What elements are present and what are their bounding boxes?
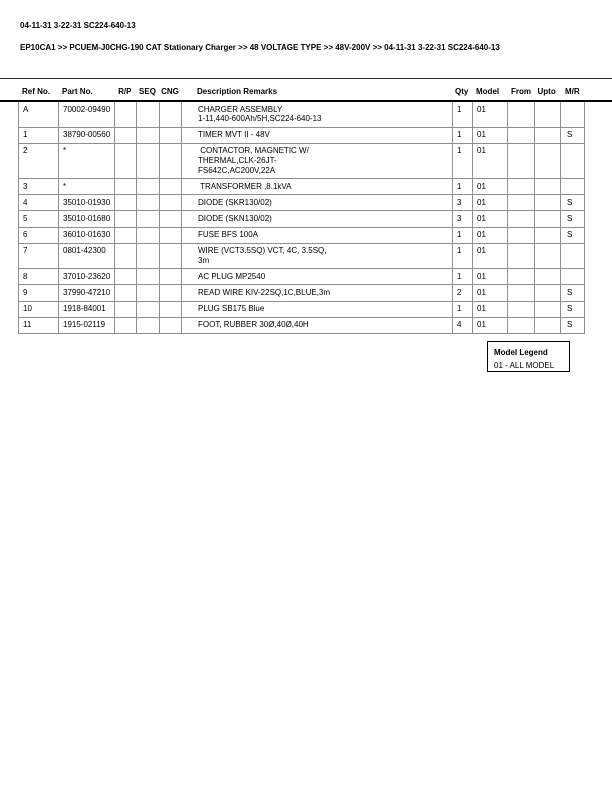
cell-mr <box>561 243 585 269</box>
cell-seq <box>137 179 160 195</box>
description-line: DIODE (SKR130/02) <box>198 197 272 207</box>
part-row-1 <box>19 127 585 143</box>
column-header-seq: SEQ <box>139 86 156 96</box>
cell-rp <box>114 179 137 195</box>
cell-model: 01 <box>473 102 508 127</box>
part-row-7 <box>19 243 585 269</box>
cell-model: 01 <box>473 143 508 178</box>
cell-desc <box>182 317 453 333</box>
cell-part: 35010-01930 <box>59 195 115 211</box>
cell-desc <box>182 143 453 178</box>
model-legend-title: Model Legend <box>494 347 548 357</box>
cell-mr: S <box>561 211 585 227</box>
cell-mr <box>561 102 585 127</box>
revision-header: 04-11-31 3-22-31 SC224-640-13 <box>20 21 136 30</box>
cell-model: 01 <box>473 243 508 269</box>
cell-cng <box>160 127 182 143</box>
column-header-part: Part No. <box>62 86 93 96</box>
cell-qty: 2 <box>453 285 473 301</box>
cell-upto <box>534 227 561 243</box>
cell-cng <box>160 211 182 227</box>
cell-cng <box>160 179 182 195</box>
column-header-desc: Description Remarks <box>197 86 278 96</box>
cell-seq <box>137 195 160 211</box>
cell-mr <box>561 179 585 195</box>
cell-upto <box>534 269 561 285</box>
cell-seq <box>137 243 160 269</box>
part-row-6 <box>19 227 585 243</box>
description-line: FUSE BFS 100A <box>198 230 259 240</box>
cell-mr: S <box>561 227 585 243</box>
table-column-headers <box>18 84 584 98</box>
cell-upto <box>534 317 561 333</box>
cell-desc <box>182 102 453 127</box>
cell-from <box>508 127 535 143</box>
description-line: DIODE (SKN130/02) <box>198 213 272 223</box>
description-line: CONTACTOR, MAGNETIC W/ <box>198 146 309 156</box>
cell-seq <box>137 285 160 301</box>
cell-part: 37010-23620 <box>59 269 115 285</box>
cell-desc <box>182 285 453 301</box>
cell-cng <box>160 285 182 301</box>
description-line: WIRE (VCT3.5SQ) VCT, 4C, 3.5SQ, <box>198 246 327 256</box>
cell-model: 01 <box>473 285 508 301</box>
cell-desc <box>182 179 453 195</box>
part-row-3 <box>19 179 585 195</box>
cell-rp <box>114 195 137 211</box>
cell-upto <box>534 102 561 127</box>
cell-cng <box>160 143 182 178</box>
cell-from <box>508 227 535 243</box>
cell-ref: A <box>19 102 59 127</box>
cell-seq <box>137 102 160 127</box>
cell-qty: 4 <box>453 317 473 333</box>
cell-part: 1918-84001 <box>59 301 115 317</box>
cell-ref: 11 <box>19 317 59 333</box>
cell-cng <box>160 102 182 127</box>
cell-rp <box>114 102 137 127</box>
description-line: FS642C,AC200V,22A <box>198 165 276 175</box>
column-header-model: Model <box>476 86 500 96</box>
part-row-A <box>19 102 585 127</box>
cell-cng <box>160 243 182 269</box>
cell-rp <box>114 269 137 285</box>
column-header-cng: CNG <box>161 86 179 96</box>
cell-upto <box>534 143 561 178</box>
parts-table <box>18 102 585 334</box>
cell-from <box>508 102 535 127</box>
cell-rp <box>114 285 137 301</box>
cell-seq <box>137 301 160 317</box>
cell-cng <box>160 317 182 333</box>
cell-seq <box>137 227 160 243</box>
part-row-8 <box>19 269 585 285</box>
cell-rp <box>114 211 137 227</box>
description-line: 1-11,440-600Ah/5H,SC224-640-13 <box>198 114 322 124</box>
cell-cng <box>160 227 182 243</box>
cell-upto <box>534 211 561 227</box>
cell-qty: 1 <box>453 301 473 317</box>
model-legend-box <box>487 341 570 372</box>
cell-desc <box>182 211 453 227</box>
cell-qty: 1 <box>453 127 473 143</box>
cell-from <box>508 285 535 301</box>
description-line: FOOT, RUBBER 30Ø,40Ø,40H <box>198 320 309 330</box>
cell-part: 1915-02119 <box>59 317 115 333</box>
part-row-4 <box>19 195 585 211</box>
cell-model: 01 <box>473 127 508 143</box>
cell-seq <box>137 127 160 143</box>
description-line: TRANSFORMER ,8.1kVA <box>198 181 292 191</box>
cell-part: * <box>59 143 115 178</box>
cell-from <box>508 195 535 211</box>
description-line: TIMER MVT II - 48V <box>198 130 270 140</box>
cell-mr: S <box>561 285 585 301</box>
cell-mr <box>561 269 585 285</box>
cell-from <box>508 301 535 317</box>
cell-desc <box>182 269 453 285</box>
cell-from <box>508 211 535 227</box>
part-row-2 <box>19 143 585 178</box>
cell-part: 37990-47210 <box>59 285 115 301</box>
cell-seq <box>137 211 160 227</box>
description-line: READ WIRE KIV-22SQ,1C,BLUE,3m <box>198 287 331 297</box>
description-line: CHARGER ASSEMBLY <box>198 104 283 114</box>
cell-qty: 1 <box>453 143 473 178</box>
cell-ref: 10 <box>19 301 59 317</box>
column-header-from: From <box>511 86 531 96</box>
cell-rp <box>114 243 137 269</box>
cell-ref: 7 <box>19 243 59 269</box>
column-header-ref: Ref No. <box>22 86 50 96</box>
cell-qty: 1 <box>453 227 473 243</box>
column-header-qty: Qty <box>455 86 469 96</box>
cell-ref: 1 <box>19 127 59 143</box>
cell-part: 70002-09490 <box>59 102 115 127</box>
part-row-9 <box>19 285 585 301</box>
cell-mr: S <box>561 195 585 211</box>
cell-upto <box>534 243 561 269</box>
cell-ref: 5 <box>19 211 59 227</box>
cell-seq <box>137 143 160 178</box>
cell-desc <box>182 227 453 243</box>
cell-desc <box>182 127 453 143</box>
cell-model: 01 <box>473 317 508 333</box>
table-top-rule <box>0 78 612 79</box>
cell-ref: 2 <box>19 143 59 178</box>
cell-qty: 1 <box>453 179 473 195</box>
cell-ref: 9 <box>19 285 59 301</box>
cell-model: 01 <box>473 195 508 211</box>
part-row-11 <box>19 317 585 333</box>
cell-part: 38790-00560 <box>59 127 115 143</box>
cell-rp <box>114 317 137 333</box>
part-row-10 <box>19 301 585 317</box>
cell-model: 01 <box>473 227 508 243</box>
cell-qty: 1 <box>453 243 473 269</box>
breadcrumb-path: EP10CA1 >> PCUEM-J0CHG-190 CAT Stationary Charger >> 48 VOLTAGE TYPE >> 48V-200V >> 04-11-31 3-22-31 SC224-640-13 <box>20 43 500 52</box>
cell-mr <box>561 143 585 178</box>
cell-from <box>508 143 535 178</box>
description-line: PLUG SB175 Blue <box>198 304 265 313</box>
cell-part: 36010-01630 <box>59 227 115 243</box>
description-line: AC PLUG MP2540 <box>198 271 266 281</box>
cell-from <box>508 179 535 195</box>
cell-ref: 6 <box>19 227 59 243</box>
cell-cng <box>160 269 182 285</box>
cell-upto <box>534 195 561 211</box>
cell-model: 01 <box>473 301 508 317</box>
cell-upto <box>534 179 561 195</box>
cell-from <box>508 269 535 285</box>
cell-qty: 1 <box>453 269 473 285</box>
cell-upto <box>534 127 561 143</box>
cell-ref: 3 <box>19 179 59 195</box>
cell-ref: 4 <box>19 195 59 211</box>
cell-part: * <box>59 179 115 195</box>
cell-model: 01 <box>473 211 508 227</box>
cell-cng <box>160 301 182 317</box>
part-row-5 <box>19 211 585 227</box>
cell-rp <box>114 301 137 317</box>
description-line: 3m <box>198 255 210 265</box>
description-line: THERMAL,CLK-26JT- <box>198 156 277 166</box>
cell-mr: S <box>561 317 585 333</box>
cell-from <box>508 243 535 269</box>
column-header-upto: Upto <box>537 86 556 96</box>
column-header-rp: R/P <box>118 86 132 96</box>
cell-model: 01 <box>473 269 508 285</box>
cell-upto <box>534 285 561 301</box>
cell-part: 0801-42300 <box>59 243 115 269</box>
cell-upto <box>534 301 561 317</box>
column-header-mr: M/R <box>565 86 580 96</box>
cell-rp <box>114 127 137 143</box>
cell-qty: 1 <box>453 102 473 127</box>
cell-rp <box>114 227 137 243</box>
cell-qty: 3 <box>453 211 473 227</box>
cell-desc <box>182 243 453 269</box>
cell-rp <box>114 143 137 178</box>
cell-mr: S <box>561 301 585 317</box>
cell-mr: S <box>561 127 585 143</box>
cell-part: 35010-01680 <box>59 211 115 227</box>
cell-desc <box>182 301 453 317</box>
cell-desc <box>182 195 453 211</box>
cell-seq <box>137 269 160 285</box>
cell-model: 01 <box>473 179 508 195</box>
cell-qty: 3 <box>453 195 473 211</box>
model-legend-entry: 01 - ALL MODEL <box>494 360 555 370</box>
cell-cng <box>160 195 182 211</box>
cell-seq <box>137 317 160 333</box>
cell-ref: 8 <box>19 269 59 285</box>
cell-from <box>508 317 535 333</box>
